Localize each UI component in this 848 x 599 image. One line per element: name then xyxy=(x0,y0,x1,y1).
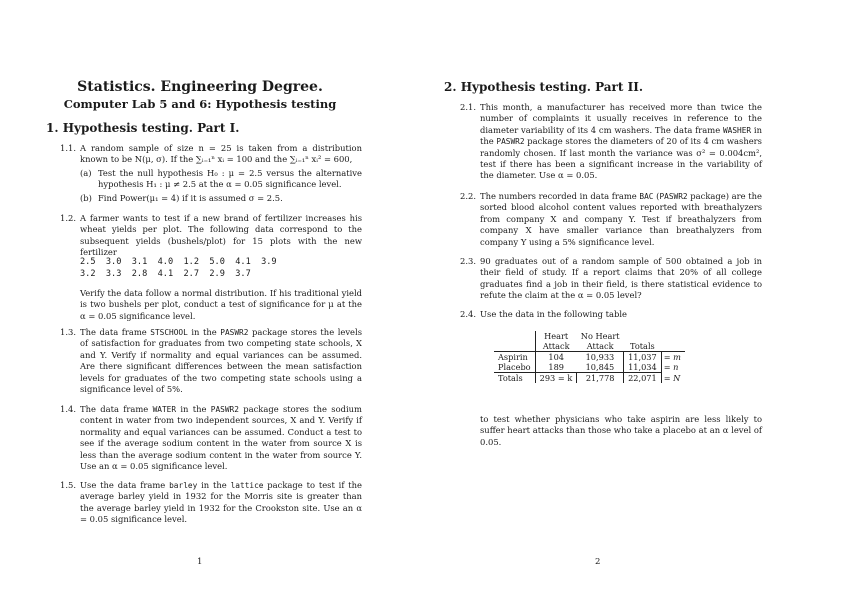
cell-no-heart-attack: 10,845 xyxy=(585,362,615,372)
header-totals: Totals xyxy=(630,341,655,351)
text: package) are the sorted blood alcohol content values reported with breathalyzers from company X and company Y. Test if breathalyzers from company X have smaller variance than breathalyzers from company Y using a 5% significance level. xyxy=(480,191,762,247)
exercise-1-1 xyxy=(60,143,362,204)
exercise-number: 1.3. xyxy=(60,327,76,337)
text: in the xyxy=(480,124,762,147)
subpart-label: (b) xyxy=(80,192,92,203)
text: This month, a manufacturer has received more than twice the number of complaints it usually receives in reference to the diameter variability of its 4 cm washers. The data frame xyxy=(480,102,762,135)
package-name: PASWR2 xyxy=(496,137,525,147)
exercise-text: Use the data in the following table xyxy=(480,309,628,319)
exercise-text: 90 graduates out of a random sample of 500 obtained a job in their field of study. If a report claims that 20% of all college graduates find a job in their field, is there statistical evidence to refute the claim at the α = 0.05 level? xyxy=(480,256,762,301)
text: package stores the levels of satisfaction for graduates from two competing state schools, X and Y. Verify if normality and equal variances can be assumed. Are there significant differences between the mean satisfaction levels for graduates of the two competing state schools using a significance level of 5%. xyxy=(80,327,362,395)
cell-total: 11,034 xyxy=(624,362,662,373)
text: The data frame xyxy=(80,404,153,414)
document-subtitle: Computer Lab 5 and 6: Hypothesis testing xyxy=(63,97,337,111)
exercise-1-3 xyxy=(60,327,362,395)
header-line: Heart xyxy=(544,331,569,341)
exercise-number: 1.5. xyxy=(60,480,76,490)
header-line: Attack xyxy=(586,341,614,351)
exercise-2-1 xyxy=(460,102,762,182)
text: in the xyxy=(176,404,211,414)
cell-no-heart-attack: 10,933 xyxy=(577,352,624,363)
text: package stores the sodium content in water from two independent sources, X and Y. Verify if normality and equal variances can be assumed. Conduct a test to see if the average sodium content in the water from source X is less than the average sodium content in the water from source Y. Use an α = 0.05 significance level. xyxy=(80,404,362,472)
text: The numbers recorded in data frame xyxy=(480,191,640,201)
subpart-text: Find Power(μ₁ = 4) if it is assumed σ = 2.5. xyxy=(98,192,283,203)
text: The data frame xyxy=(80,327,151,337)
cell-heart-attack: 293 = k xyxy=(535,373,577,384)
table-row xyxy=(494,352,685,363)
page-number: 1 xyxy=(197,557,203,567)
cell-heart-attack: 189 xyxy=(535,362,577,373)
exercise-2-4 xyxy=(460,309,762,320)
exercise-number: 2.4. xyxy=(460,309,476,319)
table-row xyxy=(494,373,685,384)
dataset-name: WATER xyxy=(152,405,177,414)
section-heading-part-1: 1. Hypothesis testing. Part I. xyxy=(46,121,240,135)
exercise-number: 1.1. xyxy=(60,143,76,153)
exercise-1-2-continued: Verify the data follow a normal distribution. If his traditional yield is two bushels per plot, conduct a test of significance for μ at the α = 0.05 significance level. xyxy=(80,288,362,321)
header-line: No Heart xyxy=(580,331,620,341)
exercise-2-4-continued: to test whether physicians who take aspirin are less likely to suffer heart attacks than those who take a placebo at an α level of 0.05. xyxy=(480,414,762,447)
table-row xyxy=(494,362,685,373)
cell-total: 11,037 xyxy=(624,352,662,363)
row-label: Aspirin xyxy=(494,352,535,363)
exercise-1-5 xyxy=(60,480,362,526)
exercise-number: 1.2. xyxy=(60,213,76,223)
exercise-2-2 xyxy=(460,191,762,248)
subpart-text: Test the null hypothesis H₀ : μ = 2.5 versus the alternative hypothesis H₁ : μ ≠ 2.5 at the α = 0.05 significance level. xyxy=(98,167,362,190)
cell-symbol: = n xyxy=(661,362,685,373)
exercise-text: A farmer wants to test if a new brand of fertilizer increases his wheat yields per plot. The following data correspond to the subsequent yields (bushels/plot) for 15 plots with the new fertilizer xyxy=(80,213,362,258)
row-label: Totals xyxy=(494,373,535,384)
exercise-1-4 xyxy=(60,404,362,472)
exercise-text: A random sample of size n = 25 is taken from a distribution known to be N(μ, σ). If the ∑ᵢ₌₁ⁿ xᵢ = 100 and the ∑ᵢ₌₁ⁿ xᵢ² = 600, xyxy=(80,143,362,165)
package-name: PASWR2 xyxy=(659,192,688,201)
page-number: 2 xyxy=(595,557,601,567)
cell-no-heart-attack: 21,778 xyxy=(577,373,624,384)
text: package stores the diameters of 20 of its 4 cm washers randomly chosen. If last month the variance was σ² = 0.004cm², test if there has been a significant increase in the variability of the diameter. Use α = 0.05. xyxy=(480,136,762,181)
package-name: PASWR2 xyxy=(220,328,249,337)
contingency-table xyxy=(494,331,685,383)
corner-cell xyxy=(494,331,535,352)
dataset-name: WASHER xyxy=(722,125,752,135)
cell-total: 22,071 xyxy=(624,373,662,384)
text: package to test if the average barley yield in 1932 for the Morris site is greater than the average barley yield in 1932 for the Crookston site. Use an α = 0.05 significance level. xyxy=(80,480,362,525)
eq-header xyxy=(661,331,685,352)
dataset-name: BAC xyxy=(639,192,654,201)
yield-data-line-1: 2.5 3.0 3.1 4.0 1.2 5.0 4.1 3.9 xyxy=(80,257,277,267)
subpart-a xyxy=(80,168,362,191)
exercise-2-3 xyxy=(460,256,762,302)
exercise-number: 2.3. xyxy=(460,256,476,266)
subpart-b xyxy=(80,193,362,204)
cell-symbol: = N xyxy=(663,372,681,383)
text: ( xyxy=(653,191,660,201)
exercise-number: 1.4. xyxy=(60,404,76,414)
section-heading-part-2: 2. Hypothesis testing. Part II. xyxy=(444,80,643,94)
package-name: PASWR2 xyxy=(210,405,239,414)
cell-symbol: = m xyxy=(661,352,685,363)
exercise-1-2 xyxy=(60,213,362,259)
text: in the xyxy=(197,480,231,490)
row-label: Placebo xyxy=(498,362,531,372)
yield-data-line-2: 3.2 3.3 2.8 4.1 2.7 2.9 3.7 xyxy=(80,269,251,279)
text: in the xyxy=(187,327,221,337)
document-title: Statistics. Engineering Degree. xyxy=(77,79,323,95)
dataset-name: STSCHOOL xyxy=(150,328,188,337)
package-name: lattice xyxy=(230,481,264,490)
header-line: Attack xyxy=(542,341,570,351)
exercise-number: 2.2. xyxy=(460,191,476,201)
cell-heart-attack: 104 xyxy=(535,352,577,363)
dataset-name: barley xyxy=(169,481,198,490)
text: Use the data frame xyxy=(80,480,170,490)
header-heart-attack xyxy=(535,331,577,352)
subpart-label: (a) xyxy=(80,167,92,178)
header-no-heart-attack xyxy=(577,331,624,352)
exercise-number: 2.1. xyxy=(460,102,476,112)
page-2 xyxy=(424,0,848,599)
